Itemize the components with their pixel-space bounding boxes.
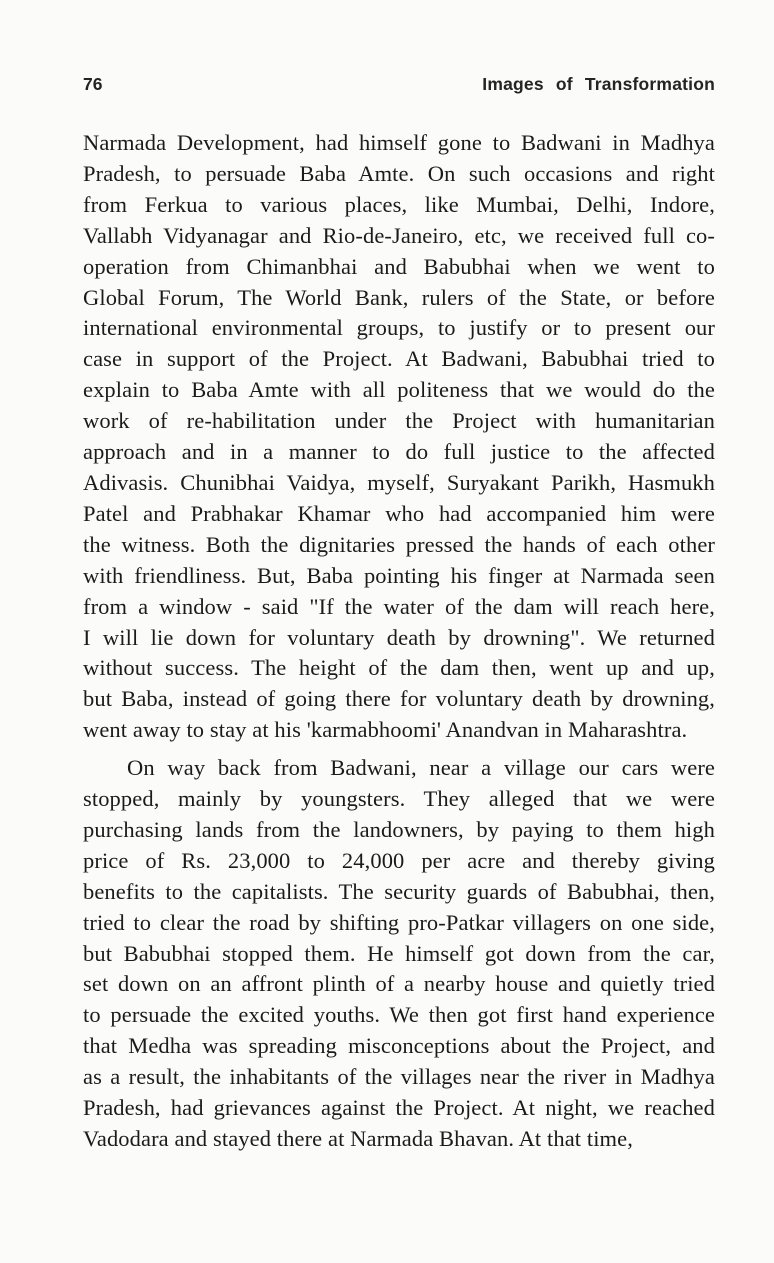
- text-line: from a window - said "If the water of the dam will reach here,: [83, 593, 715, 619]
- text-line: case in support of the Project. At Badwani, Babubhai tried to: [83, 346, 715, 372]
- paragraph: [83, 128, 715, 746]
- text-line: from Ferkua to various places, like Mumbai, Delhi, Indore,: [83, 191, 715, 217]
- text-line: operation from Chimanbhai and Babubhai when we went to: [83, 253, 715, 279]
- text-line: Pradesh, had grievances against the Project. At night, we reached: [83, 1095, 715, 1121]
- text-line: went away to stay at his 'karmabhoomi' Anandvan in Maharashtra.: [83, 717, 688, 743]
- text-line: Patel and Prabhakar Khamar who had accompanied him were: [83, 500, 715, 526]
- text-line: Vadodara and stayed there at Narmada Bhavan. At that time,: [83, 1126, 633, 1151]
- text-line: to persuade the excited youths. We then got first hand experience: [83, 1002, 715, 1028]
- text-line: the witness. Both the dignitaries pressed the hands of each other: [83, 531, 715, 557]
- page-number: 76: [83, 74, 103, 94]
- text-line: tried to clear the road by shifting pro-Patkar villagers on one side,: [83, 909, 715, 935]
- text-line: Vallabh Vidyanagar and Rio-de-Janeiro, etc, we received full co-: [83, 222, 715, 248]
- body-text: [83, 128, 715, 1155]
- text-line: Narmada Development, had himself gone to Badwani in Madhya: [83, 130, 715, 155]
- text-line: stopped, mainly by youngsters. They alleged that we were: [83, 786, 715, 812]
- text-line: but Baba, instead of going there for voluntary death by drowning,: [83, 686, 715, 712]
- text-line: explain to Baba Amte with all politeness that we would do the: [83, 377, 715, 403]
- text-line: Global Forum, The World Bank, rulers of the State, or before: [83, 284, 715, 310]
- text-line: price of Rs. 23,000 to 24,000 per acre and thereby giving: [83, 847, 715, 873]
- text-line: On way back from Badwani, near a village our cars were: [127, 755, 715, 781]
- text-line: purchasing lands from the landowners, by paying to them high: [83, 816, 715, 842]
- text-line: I will lie down for voluntary death by drowning". We returned: [83, 624, 715, 650]
- text-line: that Medha was spreading misconceptions about the Project, and: [83, 1033, 715, 1059]
- text-line: international environmental groups, to justify or to present our: [83, 315, 715, 341]
- text-line: but Babubhai stopped them. He himself got down from the car,: [83, 940, 715, 966]
- text-line: approach and in a manner to do full justice to the affected: [83, 439, 715, 465]
- text-line: benefits to the capitalists. The security guards of Babubhai, then,: [83, 878, 715, 904]
- text-line: Adivasis. Chunibhai Vaidya, myself, Suryakant Parikh, Hasmukh: [83, 469, 715, 495]
- text-line: with friendliness. But, Baba pointing his finger at Narmada seen: [83, 562, 715, 588]
- text-line: Pradesh, to persuade Baba Amte. On such occasions and right: [83, 160, 715, 186]
- text-line: work of re-habilitation under the Project with humanitarian: [83, 408, 715, 434]
- text-line: set down on an affront plinth of a nearby house and quietly tried: [83, 971, 715, 997]
- running-title: Images of Transformation: [482, 74, 715, 94]
- paragraph: [83, 753, 715, 1155]
- running-header: [83, 74, 715, 95]
- text-line: as a result, the inhabitants of the villages near the river in Madhya: [83, 1064, 715, 1090]
- text-line: without success. The height of the dam then, went up and up,: [83, 655, 715, 681]
